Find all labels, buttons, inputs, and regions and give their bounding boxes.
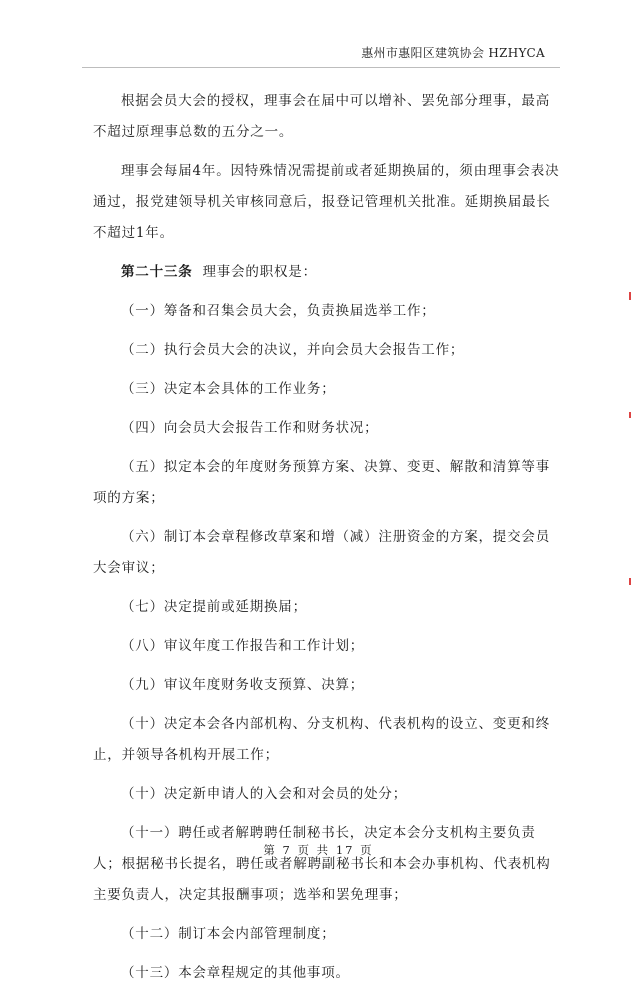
list-item-3: （三）决定本会具体的工作业务； bbox=[121, 381, 336, 397]
list-item-9: （九）审议年度财务收支预算、决算； bbox=[121, 677, 365, 693]
scan-edge-mark bbox=[629, 412, 631, 418]
list-item-6: （六）制订本会章程修改草案和增（减）注册资金的方案，提交会员大会审议； bbox=[93, 529, 550, 576]
list-item-2: （二）执行会员大会的决议，并向会员大会报告工作； bbox=[121, 342, 465, 358]
scan-edge-mark bbox=[629, 578, 631, 585]
list-item-12: （十二）制订本会内部管理制度； bbox=[121, 926, 336, 942]
page-number: 第 7 页 共 17 页 bbox=[263, 843, 374, 857]
document-header: 惠州市惠阳区建筑协会 HZHYCA bbox=[361, 46, 545, 60]
list-item-5: （五）拟定本会的年度财务预算方案、决算、变更、解散和清算等事项的方案； bbox=[93, 459, 550, 506]
scan-edge-mark bbox=[629, 292, 631, 300]
list-item-10: （十）决定本会各内部机构、分支机构、代表机构的设立、变更和终止，并领导各机构开展工作； bbox=[93, 716, 550, 763]
header-divider bbox=[82, 67, 560, 68]
paragraph-authorization: 根据会员大会的授权，理事会在届中可以增补、罢免部分理事，最高不超过原理事总数的五分之一。 bbox=[93, 93, 550, 140]
paragraph-term: 理事会每届4年。因特殊情况需提前或者延期换届的，须由理事会表决通过，报党建领导机关审核同意后，报登记管理机关批准。延期换届最长不超过1年。 bbox=[93, 163, 560, 241]
article-number: 第二十三条 bbox=[121, 264, 193, 280]
list-item-8: （八）审议年度工作报告和工作计划； bbox=[121, 638, 365, 654]
article-23-heading bbox=[93, 257, 563, 288]
list-item-1: （一）筹备和召集会员大会，负责换届选举工作； bbox=[121, 303, 436, 319]
list-item-10b: （十）决定新申请人的入会和对会员的处分； bbox=[121, 786, 407, 802]
list-item-7: （七）决定提前或延期换届； bbox=[121, 599, 307, 615]
article-title: 理事会的职权是： bbox=[202, 264, 317, 280]
list-item-11: （十一）聘任或者解聘聘任制秘书长，决定本会分支机构主要负责人；根据秘书长提名，聘任或者解聘副秘书长和本会办事机构、代表机构主要负责人，决定其报酬事项；选举和罢免理事； bbox=[93, 825, 551, 903]
list-item-4: （四）向会员大会报告工作和财务状况； bbox=[121, 420, 379, 436]
list-item-13: （十三）本会章程规定的其他事项。 bbox=[121, 965, 350, 981]
